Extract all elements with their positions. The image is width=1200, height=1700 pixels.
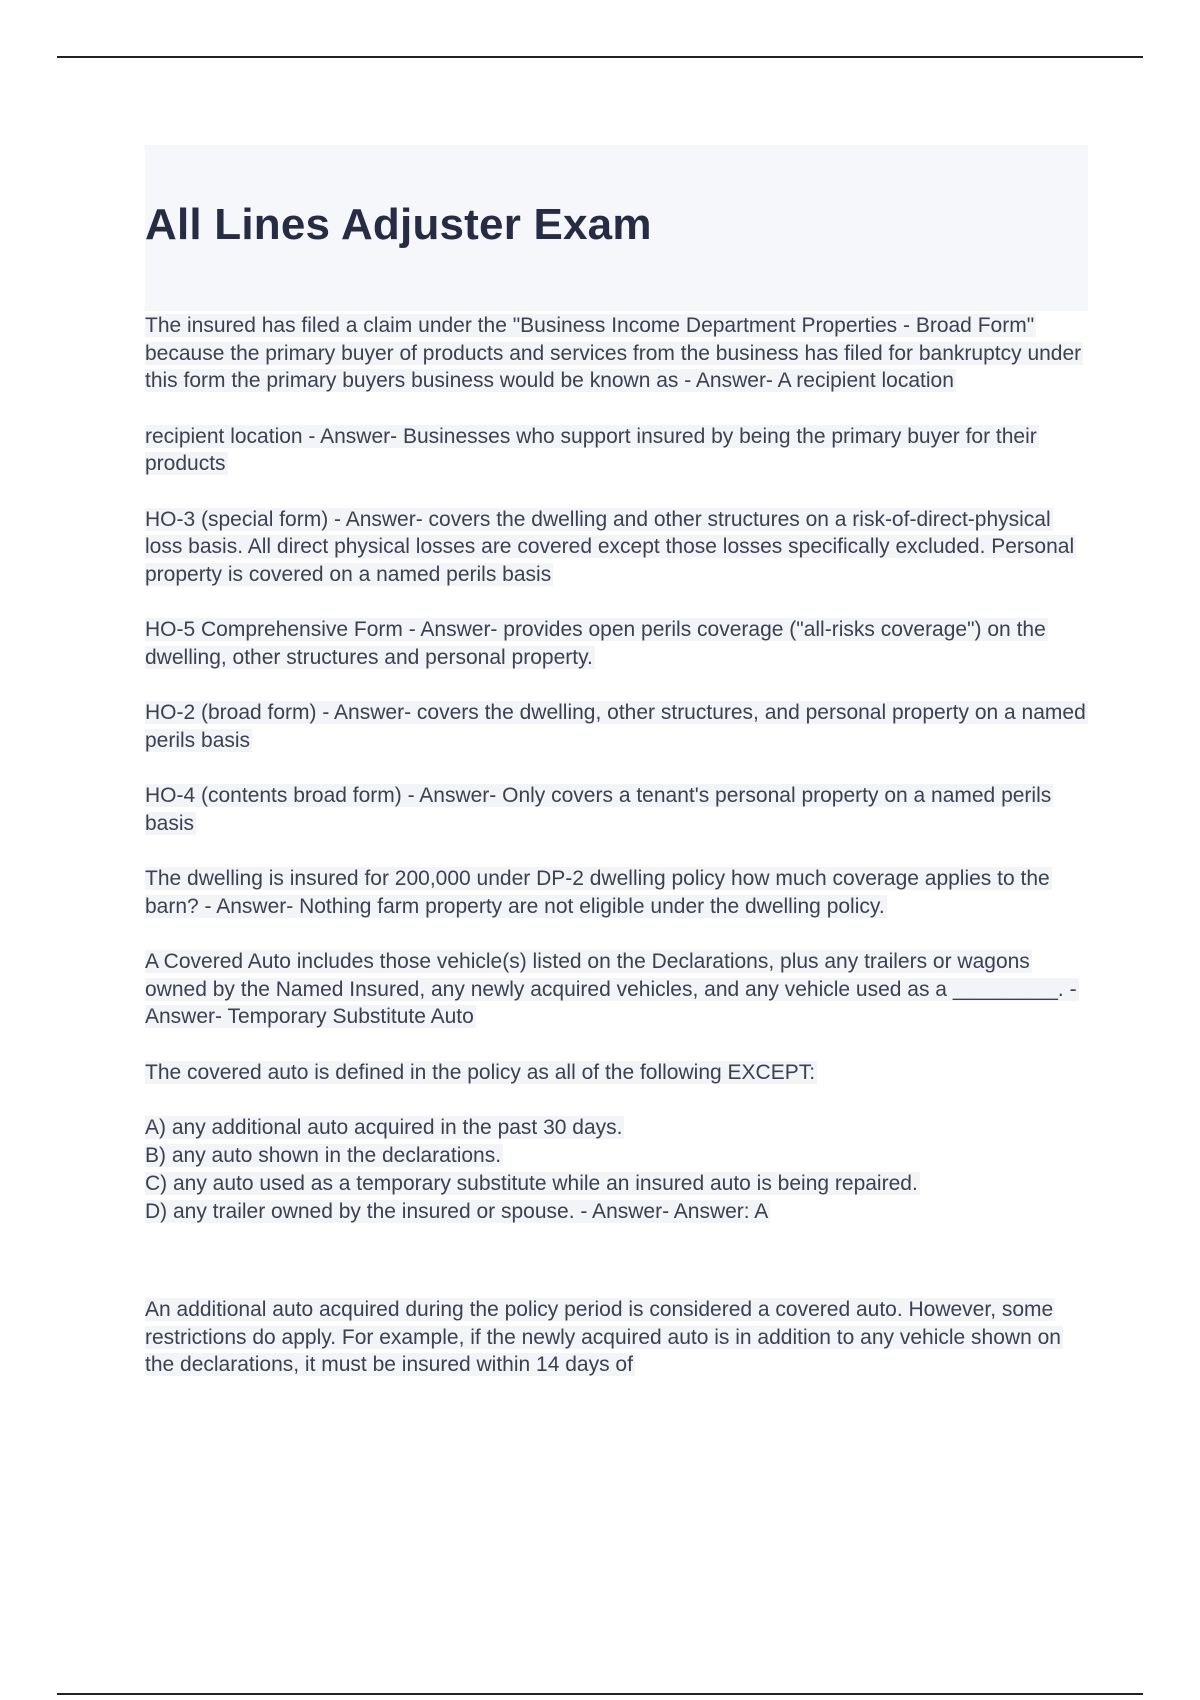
qa-entry <box>145 782 1090 837</box>
question-stem <box>145 1059 1090 1087</box>
qa-entry <box>145 699 1090 754</box>
qa-entry <box>145 616 1090 671</box>
option-item <box>145 1142 1090 1170</box>
qa-entry <box>145 423 1090 478</box>
document-body <box>145 312 1090 1407</box>
page-title: All Lines Adjuster Exam <box>145 200 652 249</box>
answer-options <box>145 1114 1090 1226</box>
bottom-divider <box>57 1693 1143 1695</box>
qa-entry-text: HO-4 (contents broad form) - Answer- Only covers a tenant's personal property on a named perils basis <box>145 784 1052 835</box>
question-stem-text: The covered auto is defined in the policy as all of the following EXCEPT: <box>145 1060 816 1084</box>
option-item <box>145 1198 1090 1226</box>
closing-text: An additional auto acquired during the policy period is considered a covered auto. However, some restrictions do apply. For example, if the newly acquired auto is in addition to any vehicle shown on the declarations, it must be insured within 14 days of <box>145 1298 1061 1376</box>
qa-entry-text: HO-3 (special form) - Answer- covers the dwelling and other structures on a risk-of-direct-physical loss basis. All direct physical losses are covered except those losses specifically excluded. Personal property is covered on a named perils basis <box>145 507 1075 586</box>
option-text: B) any auto shown in the declarations. <box>145 1144 502 1167</box>
qa-entry-text: HO-5 Comprehensive Form - Answer- provides open perils coverage ("all-risks coverage") on the dwelling, other structures and personal property. <box>145 618 1046 669</box>
option-text: C) any auto used as a temporary substitute while an insured auto is being repaired. <box>145 1172 918 1195</box>
qa-entry-text: A Covered Auto includes those vehicle(s) listed on the Declarations, plus any trailers or wagons owned by the Named Insured, any newly acquired vehicles, and any vehicle used as a _________. - Answer- Temporary Substitute Auto <box>145 950 1077 1028</box>
qa-entry <box>145 506 1090 589</box>
qa-entry-text: recipient location - Answer- Businesses who support insured by being the primary buyer for their products <box>145 424 1037 475</box>
qa-entry <box>145 865 1090 920</box>
option-item <box>145 1114 1090 1142</box>
qa-entry-text: The dwelling is insured for 200,000 under DP-2 dwelling policy how much coverage applies to the barn? - Answer- Nothing farm property are not eligible under the dwelling policy. <box>145 867 1050 918</box>
option-text: A) any additional auto acquired in the past 30 days. <box>145 1116 623 1139</box>
qa-entry-text: The insured has filed a claim under the "Business Income Department Properties - Broad Form" because the primary buyer of products and services from the business has filed for bankruptcy under this form the primary buyers business would be known as - Answer- A recipient location <box>145 314 1082 392</box>
qa-entry <box>145 312 1090 395</box>
option-item <box>145 1170 1090 1198</box>
qa-entry <box>145 948 1090 1031</box>
option-text: D) any trailer owned by the insured or spouse. - Answer- Answer: A <box>145 1200 769 1223</box>
closing-paragraph <box>145 1296 1090 1379</box>
top-divider <box>57 56 1143 58</box>
qa-entry-text: HO-2 (broad form) - Answer- covers the dwelling, other structures, and personal property on a named perils basis <box>145 701 1086 752</box>
